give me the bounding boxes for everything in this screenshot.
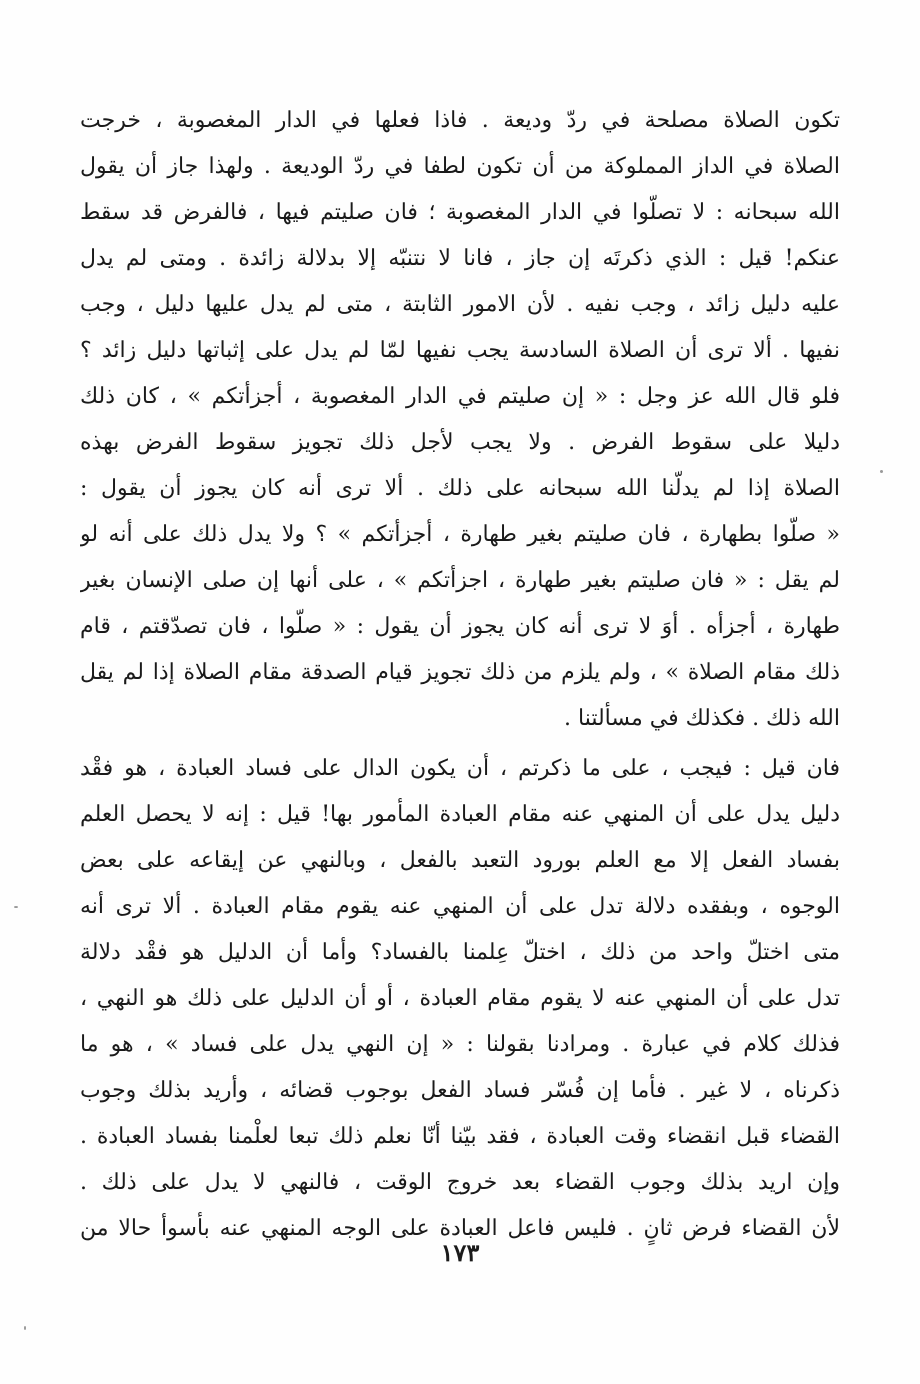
text-line: لأن القضاء فرض ثانٍ . فليس فاعل العبادة على الوجه المنهي عنه بأسوأ حالا من — [80, 1216, 840, 1241]
text-line: متى اختلّ واحد من ذلك ، اختلّ عِلمنا بالفساد؟ وأما أن الدليل هو فقْد دلالة — [80, 940, 840, 965]
text-line: تدل على أن المنهي عنه لا يقوم مقام العبادة ، أو أن الدليل على ذلك هو النهي ، — [80, 986, 840, 1011]
text-line: فلو قال الله عز وجل : « إن صليتم في الدار المغصوبة ، أجزأتكم » ، كان ذلك — [80, 384, 840, 409]
text-line: عليه دليل زائد ، وجب نفيه . لأن الامور الثابتة ، متى لم يدل عليها دليل ، وجب — [80, 292, 840, 317]
text-line: ذلك مقام الصلاة » ، ولم يلزم من ذلك تجويز قيام الصدقة مقام الصلاة إذا لم يقل — [80, 660, 840, 685]
text-line: الصلاة في الداز المملوكة من أن تكون لطفا في ردّ الوديعة . ولهذا جاز أن يقول — [80, 154, 840, 179]
text-line: طهارة ، أجزأه . أوَ لا ترى أنه كان يجوز أن يقول : « صلّوا ، فان تصدّقتم ، قام — [80, 614, 840, 639]
page-number: ١٧٣ — [440, 1238, 480, 1267]
text-line: « صلّوا بطهارة ، فان صليتم بغير طهارة ، أجزأتكم » ؟ ولا يدل ذلك على أنه لو — [80, 522, 840, 547]
text-line: الوجوه ، وبفقده دلالة تدل على أن المنهي عنه يقوم مقام العبادة . ألا ترى أنه — [80, 894, 840, 919]
scan-speck — [880, 470, 883, 473]
text-line: فان قيل : فيجب ، على ما ذكرتم ، أن يكون الدال على فساد العبادة ، هو فقْد — [80, 756, 840, 781]
text-line: دليلا على سقوط الفرض . ولا يجب لأجل ذلك تجويز سقوط الفرض بهذه — [80, 430, 840, 455]
text-line: بفساد الفعل إلا مع العلم بورود التعبد بالفعل ، وبالنهي عن إيقاعه على بعض — [80, 848, 840, 873]
scan-speck — [24, 1326, 26, 1330]
text-line: تكون الصلاة مصلحة في ردّ وديعة . فاذا فعلها في الدار المغصوبة ، خرجت — [80, 108, 840, 133]
text-line: لم يقل : « فان صليتم بغير طهارة ، اجزأتكم » ، على أنها إن صلى الإنسان بغير — [80, 568, 840, 593]
text-line: فذلك كلام في عبارة . ومرادنا بقولنا : « إن النهي يدل على فساد » ، هو ما — [80, 1032, 840, 1057]
text-line: الله سبحانه : لا تصلّوا في الدار المغصوبة ؛ فان صليتم فيها ، فالفرض قد سقط — [80, 200, 840, 225]
text-line: ذكرناه ، لا غير . فأما إن فُسّر فساد الفعل بوجوب قضائه ، وأريد بذلك وجوب — [80, 1078, 840, 1103]
text-line: دليل يدل على أن المنهي عنه مقام العبادة المأمور بها! قيل : إنه لا يحصل العلم — [80, 802, 840, 827]
text-line: الله ذلك . فكذلك في مسألتنا . — [564, 706, 840, 731]
text-line: الصلاة إذا لم يدلّنا الله سبحانه على ذلك . ألا ترى أنه كان يجوز أن يقول : — [80, 476, 840, 501]
paragraph-1 — [80, 98, 840, 742]
text-line: وإن اريد بذلك وجوب القضاء بعد خروج الوقت ، فالنهي لا يدل على ذلك . — [80, 1170, 840, 1195]
text-line: القضاء قبل انقضاء وقت العبادة ، فقد بيّنا أنّا نعلم ذلك تبعا لعلْمنا بفساد العبادة . — [80, 1124, 840, 1149]
scan-speck — [14, 906, 18, 908]
text-line: نفيها . ألا ترى أن الصلاة السادسة يجب نفيها لمّا لم يدل على إثباتها دليل زائد ؟ — [80, 338, 840, 363]
paragraph-2 — [80, 746, 840, 1252]
text-line: عنكم! قيل : الذي ذكرتَه إن جاز ، فانا لا نتنبّه إلا بدلالة زائدة . ومتى لم يدل — [80, 246, 840, 271]
